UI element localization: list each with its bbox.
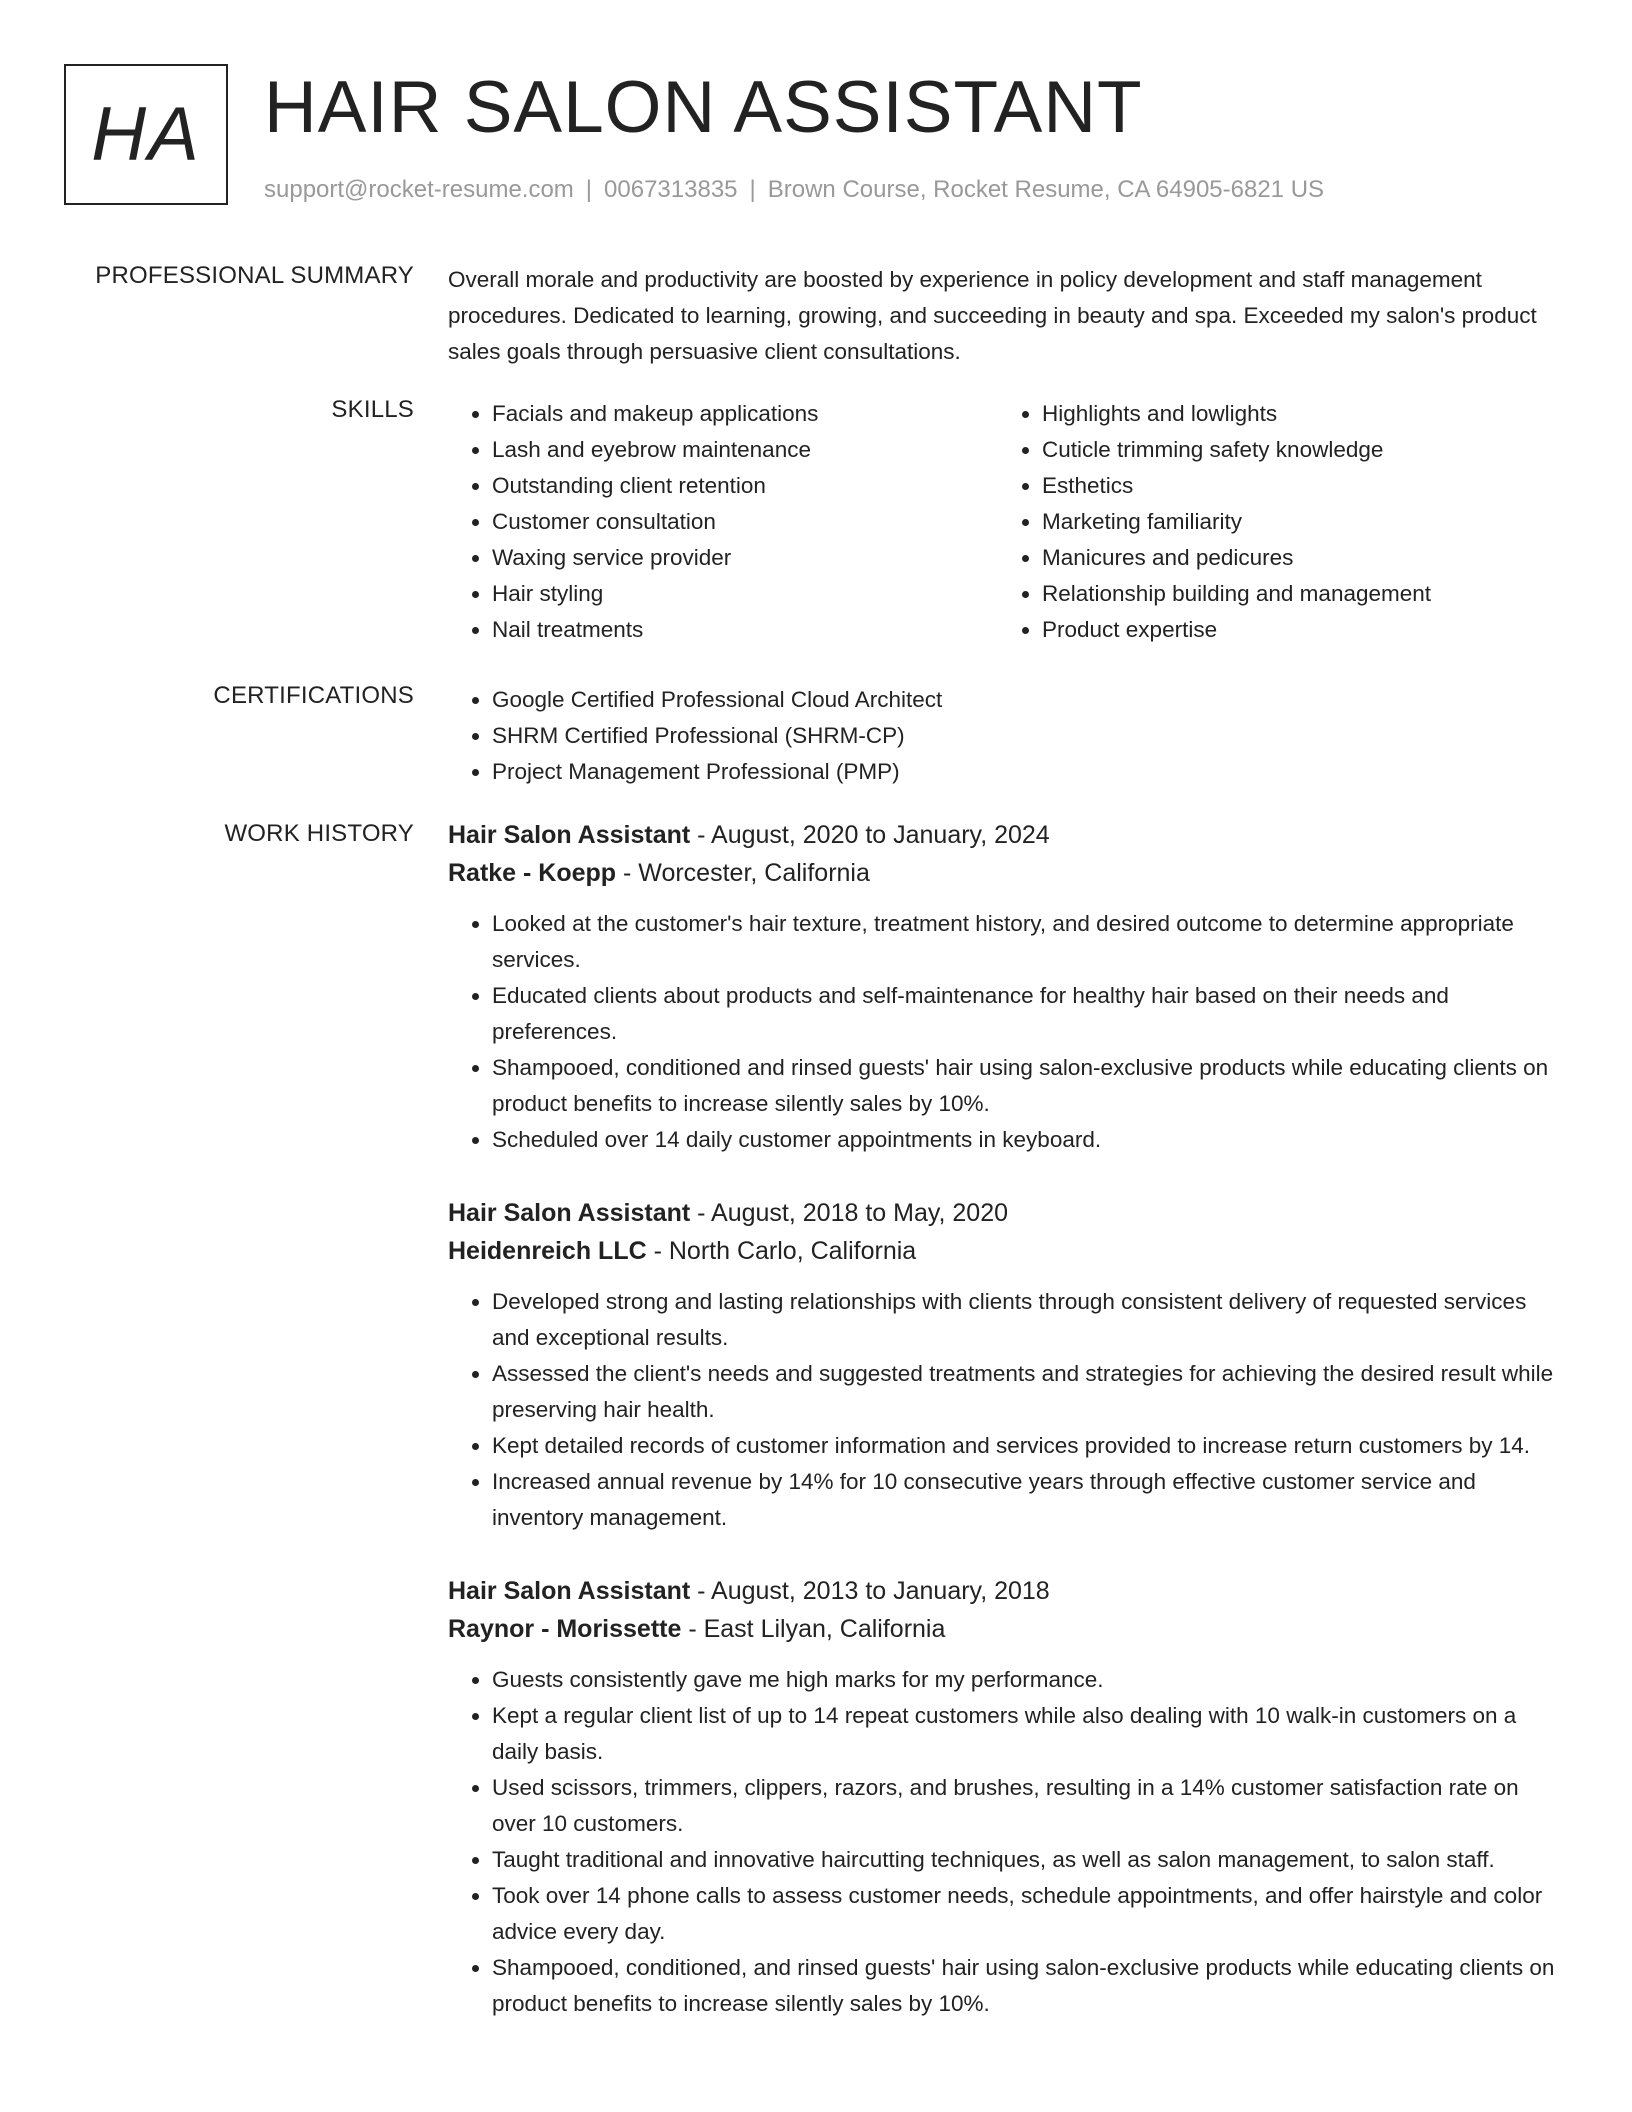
contact-email: support@rocket-resume.com [264,176,574,203]
job-dates: - August, 2013 to January, 2018 [690,1577,1050,1605]
job-company: Ratke - Koepp [448,859,617,887]
skill-item: • Esthetics [1042,468,1548,504]
monogram-box: HA [64,64,228,205]
certifications-label: CERTIFICATIONS [213,682,414,709]
certifications-list [448,682,1558,790]
job-bullet: • Assessed the client's needs and suggested treatments and strategies for achieving the desired result while preserving hair health. [492,1356,1558,1428]
skills-body [448,396,1558,648]
skill-item: • Cuticle trimming safety knowledge [1042,432,1548,468]
job-title-line [448,1194,1558,1232]
job-bullet: • Took over 14 phone calls to assess customer needs, schedule appointments, and offer hairstyle and color advice every day. [492,1878,1558,1950]
contact-phone: 0067313835 [604,176,738,203]
job-title: Hair Salon Assistant [448,1577,691,1605]
work-history-body [448,816,1558,2022]
skill-item: • Marketing familiarity [1042,504,1548,540]
contact-separator: | [749,176,756,203]
job-company: Raynor - Morissette [448,1615,682,1643]
skill-item: • Product expertise [1042,612,1548,648]
resume-header [64,64,1564,214]
skill-item: • Hair styling [492,576,998,612]
skill-item: • Manicures and pedicures [1042,540,1548,576]
skill-item: • Relationship building and management [1042,576,1548,612]
job-bullet: • Developed strong and lasting relationships with clients through consistent delivery of requested services and exceptional results. [492,1284,1558,1356]
skill-item: • Waxing service provider [492,540,998,576]
job-bullet: • Educated clients about products and self-maintenance for healthy hair based on their needs and preferences. [492,978,1558,1050]
job-bullets [448,1284,1558,1536]
job-dates: - August, 2018 to May, 2020 [690,1199,1009,1227]
job-dates: - August, 2020 to January, 2024 [690,821,1050,849]
job-company-line [448,1232,1558,1270]
job-title-line [448,816,1558,854]
job-bullet: • Kept a regular client list of up to 14 repeat customers while also dealing with 10 walk-in customers on a daily basis. [492,1698,1558,1770]
skills-list-left [448,396,998,648]
job-bullet: • Increased annual revenue by 14% for 10 consecutive years through effective customer service and inventory management. [492,1464,1558,1536]
job-location: - East Lilyan, California [681,1615,946,1643]
skill-item: • Highlights and lowlights [1042,396,1548,432]
job-bullet: • Looked at the customer's hair texture, treatment history, and desired outcome to determine appropriate services. [492,906,1558,978]
summary-body [448,262,1558,370]
job-company: Heidenreich LLC [448,1237,647,1265]
job-title-line [448,1572,1558,1610]
job-entry [448,1194,1558,1536]
job-bullet: • Guests consistently gave me high marks for my performance. [492,1662,1558,1698]
job-title: Hair Salon Assistant [448,1199,691,1227]
job-bullet: • Used scissors, trimmers, clippers, razors, and brushes, resulting in a 14% customer satisfaction rate on over 10 customers. [492,1770,1558,1842]
certification-item: • Project Management Professional (PMP) [492,754,1558,790]
skills-label: SKILLS [331,396,414,423]
contact-separator: | [585,176,593,203]
skill-item: • Lash and eyebrow maintenance [492,432,998,468]
job-title: Hair Salon Assistant [448,821,691,849]
contact-address: Brown Course, Rocket Resume, CA 64905-6821 US [767,176,1325,203]
certification-item: • SHRM Certified Professional (SHRM-CP) [492,718,1558,754]
job-bullet: • Shampooed, conditioned and rinsed guests' hair using salon-exclusive products while educating clients on product benefits to increase silently sales by 10%. [492,1050,1558,1122]
job-bullet: • Shampooed, conditioned, and rinsed guests' hair using salon-exclusive products while educating clients on product benefits to increase silently sales by 10%. [492,1950,1558,2022]
skill-item: • Customer consultation [492,504,998,540]
job-bullet: • Scheduled over 14 daily customer appointments in keyboard. [492,1122,1558,1158]
summary-text: Overall morale and productivity are boosted by experience in policy development and staff management procedures. Dedicated to learning, growing, and succeeding in beauty and spa. Exceeded my salon's product sales goals through persuasive client consultations. [448,267,1537,364]
skill-item: • Outstanding client retention [492,468,998,504]
job-entry [448,1572,1558,2022]
job-company-line [448,854,1558,892]
contact-line [264,176,1324,204]
summary-label: PROFESSIONAL SUMMARY [95,262,414,289]
certification-item: • Google Certified Professional Cloud Architect [492,682,1558,718]
work-history-label: WORK HISTORY [224,820,414,847]
skill-item: • Facials and makeup applications [492,396,998,432]
job-bullet: • Kept detailed records of customer information and services provided to increase return customers by 14. [492,1428,1558,1464]
skills-list-right [998,396,1548,648]
resume-name: HAIR SALON ASSISTANT [264,67,1143,148]
skill-item: • Nail treatments [492,612,998,648]
job-bullets [448,1662,1558,2022]
job-company-line [448,1610,1558,1648]
job-location: - Worcester, California [616,859,870,887]
job-entry [448,816,1558,1158]
job-bullets [448,906,1558,1158]
job-bullet: • Taught traditional and innovative haircutting techniques, as well as salon management, to salon staff. [492,1842,1558,1878]
certifications-body [448,682,1558,790]
job-location: - North Carlo, California [646,1237,917,1265]
